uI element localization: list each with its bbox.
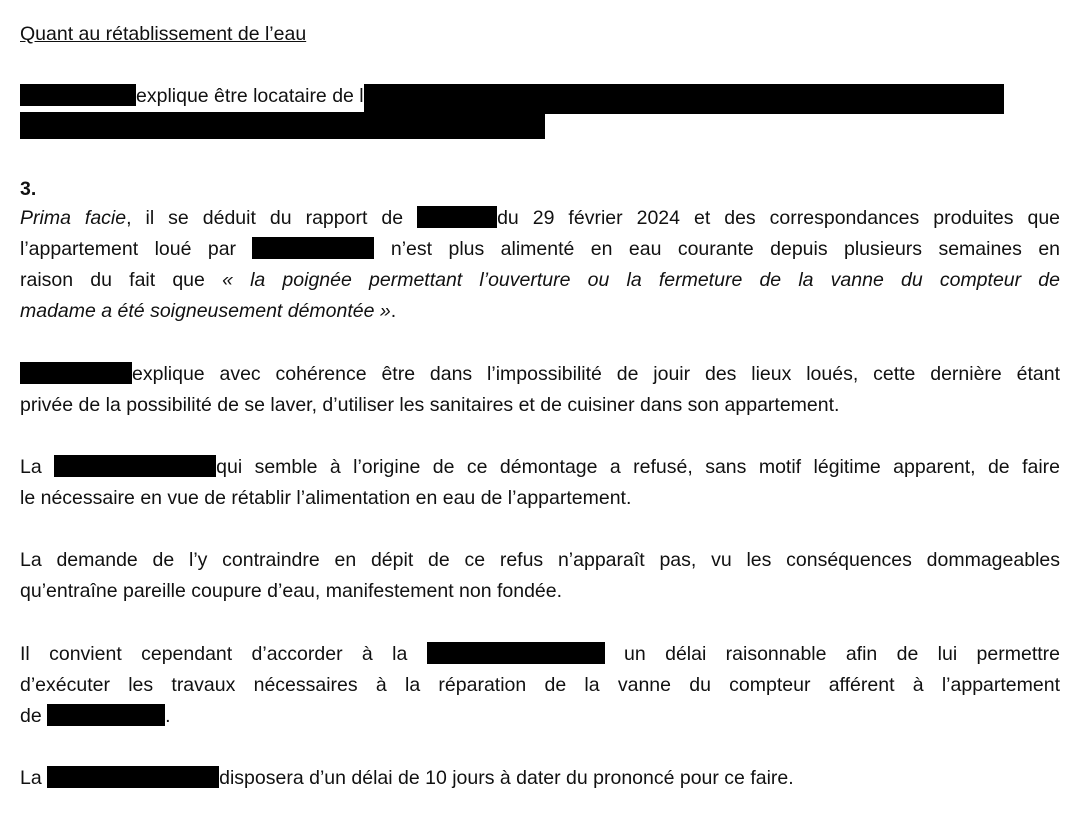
para1-line-1 xyxy=(20,203,1060,234)
para6-line-1 xyxy=(20,763,794,794)
para2-line-2: privée de la possibilité de se laver, d’utiliser les sanitaires et de cuisiner dans son appartement. xyxy=(20,394,840,416)
intro-paragraph-line-2 xyxy=(20,112,545,145)
redaction-bar xyxy=(47,766,219,788)
redaction-bar xyxy=(417,206,497,228)
para3-line-1 xyxy=(20,452,1060,483)
redaction-bar xyxy=(54,455,216,477)
para1-line-3 xyxy=(20,265,1060,296)
redaction-bar xyxy=(47,704,165,726)
para1-text: n’est plus alimenté en eau courante depuis plusieurs semaines en xyxy=(390,238,1061,260)
para1-quote: madame a été soigneusement démontée » xyxy=(20,300,391,322)
para5-text: . xyxy=(165,705,171,727)
redaction-bar xyxy=(427,642,605,664)
para5-text: un délai raisonnable afin de lui permettre xyxy=(624,643,1060,665)
para1-text: du 29 février 2024 et des correspondances produites que xyxy=(497,207,1061,229)
para1-quote: « la poignée permettant l’ouverture ou la fermeture de la vanne du compteur de xyxy=(222,269,1060,291)
intro-paragraph-line-1 xyxy=(20,81,1070,114)
para1-text: raison du fait que xyxy=(20,269,205,291)
para2-text: explique avec cohérence être dans l’impossibilité de jouir des lieux loués, cette dernière étant xyxy=(132,363,1060,385)
para5-text: de xyxy=(20,705,42,727)
para5-text: Il convient cependant d’accorder à la xyxy=(20,643,408,665)
prima-facie: Prima facie xyxy=(20,207,127,229)
para2-line-1 xyxy=(20,359,1060,390)
para3-line-2: le nécessaire en vue de rétablir l’alimentation en eau de l’appartement. xyxy=(20,487,632,509)
redaction-bar xyxy=(20,112,545,139)
para1-line-4 xyxy=(20,296,396,327)
para3-text: qui semble à l’origine de ce démontage a refusé, sans motif légitime apparent, de faire xyxy=(216,456,1061,478)
redaction-bar xyxy=(252,237,374,259)
para1-text: l’appartement loué par xyxy=(20,238,237,260)
intro-text: explique être locataire de l xyxy=(136,85,364,107)
para5-line-1 xyxy=(20,639,1060,670)
para4-line-1: La demande de l’y contraindre en dépit de ce refus n’apparaît pas, vu les conséquences dommageables xyxy=(20,549,1060,571)
para1-line-2 xyxy=(20,234,1060,265)
para1-text: , il se déduit du rapport de xyxy=(126,207,404,229)
para6-text: La xyxy=(20,767,42,789)
para5-line-3 xyxy=(20,701,171,732)
para1-text: . xyxy=(390,300,397,322)
para4-line-2: qu’entraîne pareille coupure d’eau, manifestement non fondée. xyxy=(20,580,563,602)
redaction-bar xyxy=(364,84,1004,114)
redaction-bar xyxy=(20,362,132,384)
section-heading: Quant au rétablissement de l’eau xyxy=(20,23,307,45)
para5-line-2: d’exécuter les travaux nécessaires à la réparation de la vanne du compteur afférent à l’appartement xyxy=(20,674,1060,696)
section-number: 3. xyxy=(20,178,37,200)
para6-text: disposera d’un délai de 10 jours à dater du prononcé pour ce faire. xyxy=(219,767,794,789)
para3-text: La xyxy=(20,456,42,478)
redaction-bar xyxy=(20,84,136,106)
